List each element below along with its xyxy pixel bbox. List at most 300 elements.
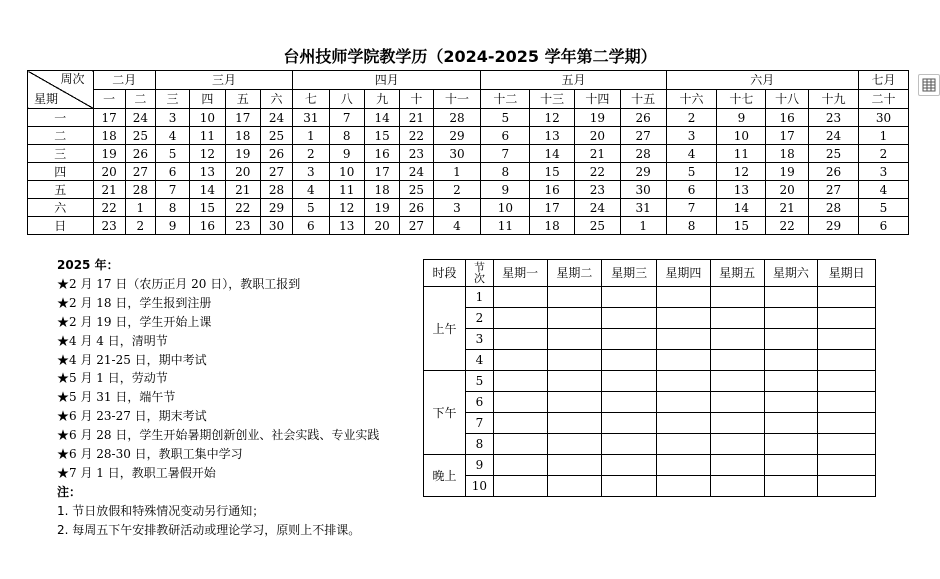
date-cell: 2: [433, 181, 481, 199]
date-cell: 8: [155, 199, 189, 217]
schedule-slot: [710, 329, 764, 350]
event-item: ★2 月 17 日（农历正月 20 日），教职工报到: [57, 276, 301, 291]
date-cell: 17: [225, 109, 260, 127]
date-cell: 7: [666, 199, 717, 217]
month-header-row: [28, 71, 909, 90]
date-cell: 20: [766, 181, 809, 199]
date-cell: 16: [766, 109, 809, 127]
date-cell: 13: [190, 163, 225, 181]
date-cell: 6: [293, 217, 329, 235]
month-header: 四月: [293, 71, 481, 90]
schedule-slot: [818, 287, 876, 308]
date-cell: 6: [666, 181, 717, 199]
remark-heading: 注：: [57, 484, 82, 499]
date-cell: 9: [481, 181, 530, 199]
date-cell: 10: [329, 163, 364, 181]
date-cell: 15: [190, 199, 225, 217]
section-header-top: 节: [473, 261, 485, 274]
date-cell: 22: [93, 199, 125, 217]
section-number: 5: [466, 371, 494, 392]
schedule-slot: [657, 392, 711, 413]
date-cell: 19: [364, 199, 399, 217]
date-cell: 12: [190, 145, 225, 163]
event-item: ★2 月 19 日，学生开始上课: [57, 314, 212, 329]
date-cell: 21: [766, 199, 809, 217]
weekday-label: 一: [28, 109, 94, 127]
date-cell: 9: [329, 145, 364, 163]
schedule-row: [424, 392, 876, 413]
schedule-slot: [602, 392, 657, 413]
week-number: 十九: [809, 90, 859, 109]
schedule-slot: [547, 413, 602, 434]
week-number: 一: [93, 90, 125, 109]
schedule-slot: [657, 308, 711, 329]
schedule-slot: [764, 392, 818, 413]
section-number: 1: [466, 287, 494, 308]
page-title: 台州技师学院教学历（2024-2025 学年第二学期）: [283, 47, 657, 66]
corner-cell: [28, 71, 94, 109]
date-cell: 11: [481, 217, 530, 235]
date-cell: 18: [530, 217, 575, 235]
date-cell: 18: [364, 181, 399, 199]
date-cell: 1: [433, 163, 481, 181]
month-header: 六月: [666, 71, 858, 90]
schedule-slot: [657, 413, 711, 434]
date-cell: 3: [666, 127, 717, 145]
week-number: 十: [400, 90, 433, 109]
day-header: 星期四: [657, 260, 711, 287]
event-item: ★6 月 28-30 日，教职工集中学习: [57, 447, 243, 462]
weekday-label: 五: [28, 181, 94, 199]
schedule-slot: [602, 455, 657, 476]
date-cell: 2: [858, 145, 908, 163]
week-number: 十四: [575, 90, 621, 109]
date-cell: 22: [766, 217, 809, 235]
date-cell: 4: [858, 181, 908, 199]
schedule-row: [424, 329, 876, 350]
event-item: ★5 月 1 日，劳动节: [57, 371, 168, 386]
week-number: 四: [190, 90, 225, 109]
date-cell: 26: [809, 163, 859, 181]
schedule-slot: [547, 350, 602, 371]
schedule-slot: [818, 308, 876, 329]
week-number: 十八: [766, 90, 809, 109]
date-cell: 30: [433, 145, 481, 163]
date-cell: 14: [530, 145, 575, 163]
date-cell: 29: [433, 127, 481, 145]
date-cell: 20: [93, 163, 125, 181]
date-cell: 11: [329, 181, 364, 199]
date-cell: 27: [400, 217, 433, 235]
schedule-slot: [764, 308, 818, 329]
date-cell: 2: [293, 145, 329, 163]
date-cell: 9: [717, 109, 766, 127]
date-cell: 12: [329, 199, 364, 217]
schedule-slot: [764, 371, 818, 392]
section-number: 4: [466, 350, 494, 371]
date-cell: 26: [260, 145, 292, 163]
schedule-slot: [818, 371, 876, 392]
weekday-label: 二: [28, 127, 94, 145]
date-cell: 19: [93, 145, 125, 163]
date-cell: 14: [364, 109, 399, 127]
date-cell: 13: [530, 127, 575, 145]
date-cell: 15: [530, 163, 575, 181]
schedule-header-row: [424, 260, 876, 287]
event-item: ★4 月 21-25 日，期中考试: [57, 352, 207, 367]
section-header-bottom: 次: [473, 272, 485, 285]
date-cell: 19: [575, 109, 621, 127]
date-cell: 11: [190, 127, 225, 145]
month-header: 七月: [858, 71, 908, 90]
date-cell: 3: [433, 199, 481, 217]
schedule-slot: [493, 329, 547, 350]
week-number: 八: [329, 90, 364, 109]
schedule-row: [424, 434, 876, 455]
period-label: 下午: [424, 371, 466, 455]
calendar-row: [28, 181, 909, 199]
schedule-slot: [602, 308, 657, 329]
weekday-label: 三: [28, 145, 94, 163]
month-header: 三月: [155, 71, 292, 90]
teaching-calendar-table: [27, 70, 909, 235]
date-cell: 4: [293, 181, 329, 199]
date-cell: 27: [809, 181, 859, 199]
date-cell: 4: [433, 217, 481, 235]
schedule-slot: [710, 287, 764, 308]
date-cell: 28: [809, 199, 859, 217]
schedule-slot: [818, 392, 876, 413]
date-cell: 13: [329, 217, 364, 235]
week-header-row: [28, 90, 909, 109]
week-number: 十一: [433, 90, 481, 109]
period-label: 上午: [424, 287, 466, 371]
date-cell: 17: [93, 109, 125, 127]
date-cell: 18: [93, 127, 125, 145]
date-cell: 19: [766, 163, 809, 181]
schedule-slot: [710, 350, 764, 371]
date-cell: 24: [809, 127, 859, 145]
date-cell: 18: [766, 145, 809, 163]
schedule-slot: [764, 287, 818, 308]
section-number: 3: [466, 329, 494, 350]
section-number: 6: [466, 392, 494, 413]
date-cell: 3: [293, 163, 329, 181]
date-cell: 25: [809, 145, 859, 163]
table-icon[interactable]: [918, 74, 940, 96]
day-header: 星期六: [764, 260, 818, 287]
date-cell: 21: [575, 145, 621, 163]
schedule-slot: [547, 329, 602, 350]
weekday-label: 日: [28, 217, 94, 235]
event-item: ★4 月 4 日，清明节: [57, 333, 168, 348]
date-cell: 20: [575, 127, 621, 145]
schedule-row: [424, 455, 876, 476]
date-cell: 8: [666, 217, 717, 235]
date-cell: 25: [125, 127, 155, 145]
date-cell: 29: [809, 217, 859, 235]
date-cell: 5: [858, 199, 908, 217]
schedule-slot: [818, 476, 876, 497]
date-cell: 22: [400, 127, 433, 145]
date-cell: 30: [260, 217, 292, 235]
date-cell: 13: [717, 181, 766, 199]
date-cell: 24: [575, 199, 621, 217]
notes-section: [57, 256, 379, 540]
date-cell: 19: [225, 145, 260, 163]
event-item: ★6 月 23-27 日，期末考试: [57, 409, 207, 424]
date-cell: 1: [858, 127, 908, 145]
date-cell: 21: [400, 109, 433, 127]
event-item: ★2 月 18 日，学生报到注册: [57, 295, 212, 310]
month-header: 五月: [481, 71, 666, 90]
remark-item: 1. 节日放假和特殊情况变动另行通知；: [57, 503, 265, 518]
date-cell: 2: [125, 217, 155, 235]
week-number: 十三: [530, 90, 575, 109]
schedule-slot: [764, 413, 818, 434]
date-cell: 8: [329, 127, 364, 145]
schedule-slot: [493, 308, 547, 329]
date-cell: 27: [620, 127, 666, 145]
date-cell: 14: [190, 181, 225, 199]
weekday-label: 四: [28, 163, 94, 181]
date-cell: 1: [125, 199, 155, 217]
date-cell: 20: [225, 163, 260, 181]
class-schedule-table: [423, 259, 876, 497]
date-cell: 1: [620, 217, 666, 235]
year-heading: 2025 年：: [57, 258, 119, 272]
date-cell: 22: [575, 163, 621, 181]
schedule-slot: [547, 308, 602, 329]
date-cell: 15: [717, 217, 766, 235]
date-cell: 11: [717, 145, 766, 163]
schedule-slot: [493, 434, 547, 455]
schedule-slot: [657, 476, 711, 497]
week-number: 九: [364, 90, 399, 109]
date-cell: 4: [155, 127, 189, 145]
date-cell: 15: [364, 127, 399, 145]
schedule-slot: [710, 476, 764, 497]
schedule-slot: [657, 371, 711, 392]
schedule-slot: [818, 413, 876, 434]
schedule-slot: [657, 455, 711, 476]
week-number: 十五: [620, 90, 666, 109]
schedule-slot: [493, 476, 547, 497]
corner-week-label: 周次: [60, 72, 85, 86]
date-cell: 23: [225, 217, 260, 235]
date-cell: 12: [717, 163, 766, 181]
date-cell: 21: [225, 181, 260, 199]
schedule-slot: [710, 371, 764, 392]
schedule-slot: [547, 287, 602, 308]
schedule-slot: [657, 329, 711, 350]
week-number: 十六: [666, 90, 717, 109]
date-cell: 5: [155, 145, 189, 163]
date-cell: 24: [400, 163, 433, 181]
date-cell: 30: [858, 109, 908, 127]
date-cell: 28: [260, 181, 292, 199]
calendar-row: [28, 199, 909, 217]
date-cell: 4: [666, 145, 717, 163]
date-cell: 6: [481, 127, 530, 145]
calendar-row: [28, 127, 909, 145]
date-cell: 2: [666, 109, 717, 127]
corner-day-label: 星期: [34, 92, 59, 106]
weekday-label: 六: [28, 199, 94, 217]
schedule-slot: [764, 476, 818, 497]
date-cell: 17: [364, 163, 399, 181]
schedule-slot: [602, 350, 657, 371]
date-cell: 23: [400, 145, 433, 163]
table-grid-icon: [922, 78, 936, 92]
schedule-slot: [493, 350, 547, 371]
schedule-slot: [547, 392, 602, 413]
date-cell: 29: [260, 199, 292, 217]
schedule-row: [424, 308, 876, 329]
date-cell: 21: [93, 181, 125, 199]
date-cell: 7: [481, 145, 530, 163]
section-number: 8: [466, 434, 494, 455]
day-header: 星期三: [602, 260, 657, 287]
date-cell: 16: [364, 145, 399, 163]
date-cell: 27: [260, 163, 292, 181]
date-cell: 22: [225, 199, 260, 217]
schedule-slot: [710, 413, 764, 434]
schedule-slot: [818, 329, 876, 350]
date-cell: 29: [620, 163, 666, 181]
date-cell: 16: [190, 217, 225, 235]
schedule-slot: [710, 455, 764, 476]
schedule-slot: [547, 434, 602, 455]
schedule-slot: [493, 455, 547, 476]
section-header: [466, 260, 494, 287]
date-cell: 23: [93, 217, 125, 235]
date-cell: 3: [858, 163, 908, 181]
date-cell: 23: [809, 109, 859, 127]
event-item: ★7 月 1 日，教职工暑假开始: [57, 465, 216, 480]
date-cell: 26: [400, 199, 433, 217]
date-cell: 25: [575, 217, 621, 235]
event-item: ★5 月 31 日，端午节: [57, 390, 176, 405]
week-number: 七: [293, 90, 329, 109]
day-header: 星期五: [710, 260, 764, 287]
date-cell: 31: [293, 109, 329, 127]
schedule-slot: [818, 434, 876, 455]
schedule-slot: [710, 308, 764, 329]
calendar-row: [28, 145, 909, 163]
date-cell: 6: [155, 163, 189, 181]
schedule-slot: [493, 392, 547, 413]
schedule-slot: [602, 476, 657, 497]
week-number: 十二: [481, 90, 530, 109]
schedule-slot: [547, 455, 602, 476]
calendar-row: [28, 109, 909, 127]
date-cell: 7: [329, 109, 364, 127]
section-number: 7: [466, 413, 494, 434]
schedule-slot: [657, 434, 711, 455]
month-header: 二月: [93, 71, 155, 90]
schedule-slot: [818, 350, 876, 371]
schedule-slot: [602, 329, 657, 350]
schedule-slot: [547, 476, 602, 497]
date-cell: 27: [125, 163, 155, 181]
section-number: 10: [466, 476, 494, 497]
section-number: 9: [466, 455, 494, 476]
schedule-slot: [493, 287, 547, 308]
day-header: 星期日: [818, 260, 876, 287]
date-cell: 18: [225, 127, 260, 145]
date-cell: 28: [620, 145, 666, 163]
date-cell: 24: [260, 109, 292, 127]
event-item: ★6 月 28 日，学生开始暑期创新创业、社会实践、专业实践: [57, 428, 380, 443]
date-cell: 17: [766, 127, 809, 145]
schedule-slot: [710, 434, 764, 455]
date-cell: 26: [620, 109, 666, 127]
schedule-slot: [547, 371, 602, 392]
date-cell: 10: [190, 109, 225, 127]
date-cell: 6: [858, 217, 908, 235]
week-number: 三: [155, 90, 189, 109]
day-header: 星期一: [493, 260, 547, 287]
schedule-slot: [602, 371, 657, 392]
date-cell: 3: [155, 109, 189, 127]
date-cell: 20: [364, 217, 399, 235]
date-cell: 5: [293, 199, 329, 217]
schedule-row: [424, 350, 876, 371]
date-cell: 30: [620, 181, 666, 199]
section-number: 2: [466, 308, 494, 329]
schedule-slot: [602, 413, 657, 434]
date-cell: 25: [260, 127, 292, 145]
schedule-row: [424, 287, 876, 308]
schedule-row: [424, 476, 876, 497]
date-cell: 17: [530, 199, 575, 217]
date-cell: 5: [481, 109, 530, 127]
date-cell: 31: [620, 199, 666, 217]
week-number: 六: [260, 90, 292, 109]
calendar-row: [28, 217, 909, 235]
week-number: 二: [125, 90, 155, 109]
schedule-slot: [493, 413, 547, 434]
date-cell: 1: [293, 127, 329, 145]
schedule-row: [424, 371, 876, 392]
schedule-slot: [818, 455, 876, 476]
schedule-slot: [602, 434, 657, 455]
week-number: 五: [225, 90, 260, 109]
schedule-slot: [657, 350, 711, 371]
date-cell: 25: [400, 181, 433, 199]
date-cell: 23: [575, 181, 621, 199]
date-cell: 28: [125, 181, 155, 199]
schedule-slot: [764, 434, 818, 455]
schedule-slot: [764, 455, 818, 476]
date-cell: 28: [433, 109, 481, 127]
schedule-slot: [602, 287, 657, 308]
week-number: 十七: [717, 90, 766, 109]
schedule-slot: [493, 371, 547, 392]
schedule-slot: [657, 287, 711, 308]
period-label: 晚上: [424, 455, 466, 497]
date-cell: 24: [125, 109, 155, 127]
schedule-row: [424, 413, 876, 434]
date-cell: 10: [717, 127, 766, 145]
date-cell: 7: [155, 181, 189, 199]
date-cell: 10: [481, 199, 530, 217]
week-number: 二十: [858, 90, 908, 109]
date-cell: 12: [530, 109, 575, 127]
remark-item: 2. 每周五下午安排教研活动或理论学习，原则上不排课。: [57, 522, 361, 537]
date-cell: 26: [125, 145, 155, 163]
